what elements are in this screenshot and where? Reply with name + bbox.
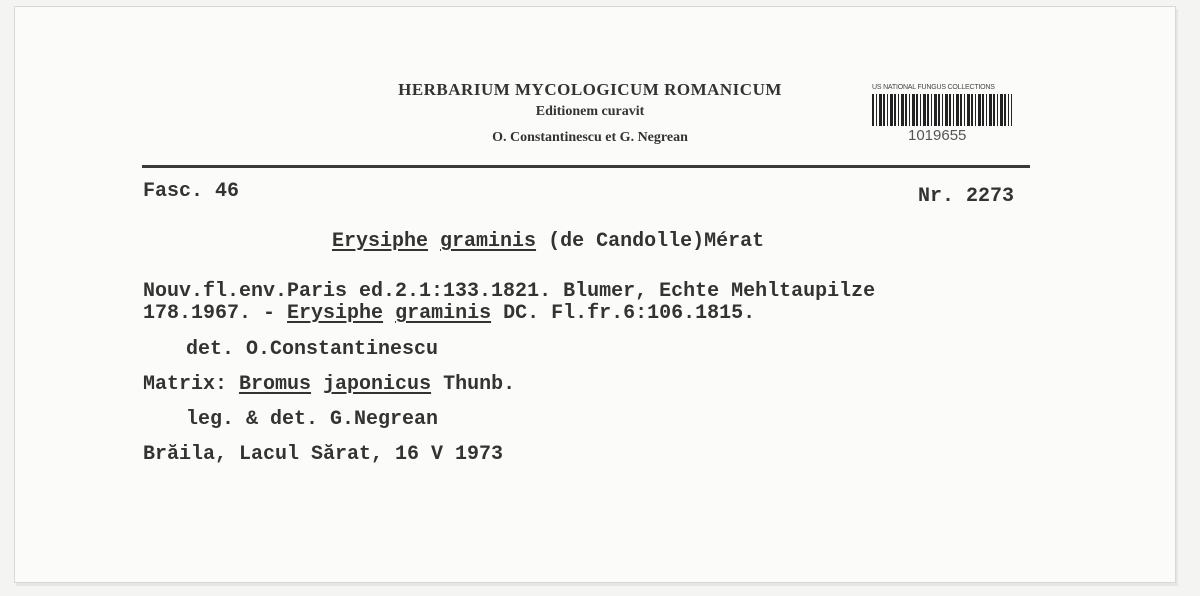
herbarium-title: HERBARIUM MYCOLOGICUM ROMANICUM (398, 80, 782, 99)
header-divider (142, 165, 1030, 168)
citation-genus: Erysiphe (287, 302, 384, 325)
citation-line-2 (143, 302, 755, 325)
barcode-block (872, 84, 1022, 144)
taxon-genus: Erysiphe (332, 230, 429, 253)
barcode-icon (872, 94, 1012, 126)
barcode-caption: US NATIONAL FUNGUS COLLECTIONS (872, 84, 995, 91)
taxon-name (332, 230, 764, 253)
specimen-number: Nr. 2273 (918, 185, 1015, 208)
citation-prefix: 178.1967. - (143, 302, 288, 325)
matrix-species: japonicus (323, 373, 432, 396)
citation-line-1: Nouv.fl.env.Paris ed.2.1:133.1821. Blumer, Echte Mehltaupilze (143, 280, 876, 303)
citation-suffix: DC. Fl.fr.6:106.1815. (491, 302, 756, 325)
herbarium-editors: O. Constantinescu et G. Negrean (492, 130, 688, 145)
herbarium-subtitle: Editionem curavit (535, 104, 645, 119)
taxon-species: graminis (440, 230, 537, 253)
barcode-number: 1019655 (908, 127, 967, 144)
matrix-label: Matrix: (143, 373, 240, 396)
determiner: det. O.Constantinescu (186, 338, 439, 361)
matrix-line (143, 373, 515, 396)
locality: Brăila, Lacul Sărat, 16 V 1973 (143, 443, 504, 466)
citation-species: graminis (395, 302, 492, 325)
collector: leg. & det. G.Negrean (186, 408, 439, 431)
matrix-genus: Bromus (239, 373, 312, 396)
label-header (360, 80, 820, 146)
taxon-author: (de Candolle)Mérat (548, 230, 765, 253)
matrix-author: Thunb. (431, 373, 516, 396)
fascicle-number: Fasc. 46 (143, 180, 240, 203)
